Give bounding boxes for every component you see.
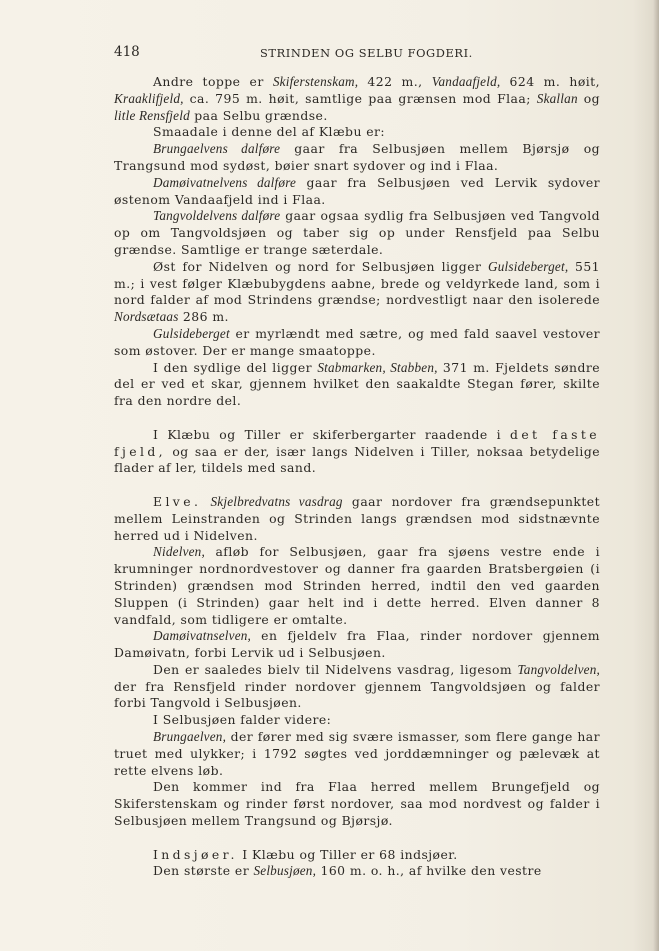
- page-edge-shadow: [653, 0, 659, 951]
- italic-term: Nordsætaas: [114, 309, 179, 325]
- text-run: Smaadale i denne del af Klæbu er:: [153, 124, 386, 140]
- text-run: gaar fra Selbusjøen mellem Bjørsjø og Trangsund mod sydøst, bøier snart sydover og ind i Flaa.: [114, 141, 600, 173]
- paragraph: [114, 729, 600, 779]
- italic-term: Gulsideberget: [153, 325, 230, 341]
- italic-term: Brungaelvens dalføre: [153, 141, 281, 157]
- text-run: 286 m.: [178, 309, 229, 325]
- italic-term: Tangvoldelvens dalføre: [153, 208, 281, 224]
- spaced-heading: Elve.: [153, 493, 202, 509]
- paragraph: [114, 259, 600, 326]
- italic-term: Skjelbredvatns vasdrag: [210, 493, 343, 509]
- paragraph: [114, 779, 600, 829]
- text-run: der fra Rensfjeld rinder nordover gjennem Tangvoldsjøen og falder forbi Tangvold i Selbusjøen.: [114, 678, 600, 711]
- paragraph: [114, 360, 600, 410]
- paragraph: [114, 427, 600, 477]
- text-run: gaar nordover fra grændsepunktet mellem Leinstranden og Strinden langs grændsen mod sidstnævnte herred ud i Nidelven.: [114, 493, 601, 543]
- italic-term: Skallan: [536, 90, 578, 106]
- italic-term: Stabmarken, Stabben,: [317, 359, 438, 375]
- spaced-heading: det faste fjeld,: [114, 426, 600, 459]
- italic-term: Nidelven,: [153, 544, 205, 560]
- text-run: I Klæbu og Tiller er 68 indsjøer.: [237, 846, 458, 862]
- text-run: 422 m.,: [358, 74, 432, 89]
- text-run: en fjeldelv fra Flaa, rinder nordover gjennem Damøivatn, forbi Lervik ud i Selbusjøen.: [114, 628, 600, 661]
- italic-term: Brungaelven,: [153, 729, 227, 745]
- paragraph: [114, 712, 600, 729]
- italic-term: Kraaklifjeld,: [114, 90, 184, 106]
- paragraph: [114, 326, 600, 360]
- paragraph: [114, 74, 600, 124]
- text-run: der fører med sig svære ismasser, som flere gange har truet med ulykker; i 1792 søgtes ved jorddæmninger og pælevæk at rette elvens løb.: [114, 729, 600, 778]
- paragraph: [114, 847, 600, 864]
- running-head: STRINDEN OG SELBU FOGDERI.: [260, 46, 473, 60]
- paragraph: [114, 628, 600, 662]
- text-run: I den sydlige del ligger: [153, 359, 318, 375]
- text-run: Den kommer ind fra Flaa herred mellem Brungefjeld og Skiferstenskam og rinder først nordover, saa mod nordvest og falder i Selbusjøen mellem Trangsund og Bjørsjø.: [114, 779, 600, 829]
- italic-term: litle Rensfjeld: [114, 107, 190, 123]
- italic-term: Selbusjøen,: [253, 863, 317, 879]
- body-text: [114, 74, 600, 880]
- page-number: 418: [114, 44, 140, 60]
- text-run: Øst for Nidelven og nord for Selbusjøen ligger: [153, 258, 489, 274]
- text-run: og saa er der, især langs Nidelven i Tiller, noksaa betydelige flader af ler, tildels med sand.: [114, 443, 600, 476]
- italic-term: Damøivatnselven,: [153, 628, 252, 644]
- text-run: I Selbusjøen falder videre:: [153, 712, 332, 728]
- text-run: afløb for Selbusjøen, gaar fra sjøens vestre ende i krumninger nordnordvestover og danner fra gaarden Bratsbergøien (i Strinden) grændsen mod Strinden herred, indtil den ved gaarden Sluppen (i Strinden) gaar helt ind i dette herred. Elven danner 8 vandfald, som tidligere er omtalte.: [114, 544, 600, 627]
- text-run: [201, 494, 210, 509]
- text-run: 371 m. Fjeldets søndre del er ved et skar, gjennem hvilket den saakaldte Stegan fører, skilte fra den nordre del.: [114, 359, 600, 409]
- spaced-heading: Indsjøer.: [153, 846, 238, 862]
- text-run: I Klæbu og Tiller er skiferbergarter raadende i: [153, 426, 510, 442]
- paragraph: [114, 544, 600, 628]
- text-run: 160 m. o. h., af hvilke den vestre: [316, 863, 542, 879]
- paragraph: [114, 494, 600, 544]
- text-run: Den er saaledes bielv til Nidelvens vasdrag, ligesom: [153, 661, 518, 677]
- paragraph: [114, 175, 600, 209]
- text-run: er myrlændt med sætre, og med fald saavel vestover som østover. Der er mange smaatoppe.: [114, 325, 600, 358]
- text-run: 551 m.; i vest følger Klæbubygdens aabne, brede og veldyrkede land, som i nord falder af mod Strindens grændse; nordvestligt naar den isolerede: [114, 258, 601, 308]
- paragraph: [114, 863, 600, 880]
- text-run: Den største er: [153, 863, 254, 879]
- text-run: gaar ogsaa sydlig fra Selbusjøen ved Tangvold op om Tangvoldsjøen og taber sig op under Rensfjeld paa Selbu grændse. Samtlige er trange sæterdale.: [114, 208, 601, 257]
- text-run: gaar fra Selbusjøen ved Lervik sydover østenom Vandaafjeld ind i Flaa.: [114, 174, 600, 207]
- italic-term: Tangvoldelven,: [517, 661, 600, 677]
- italic-term: Vandaafjeld,: [431, 74, 501, 89]
- italic-term: Gulsideberget,: [488, 258, 569, 274]
- italic-term: Damøivatnelvens dalføre: [153, 174, 297, 190]
- page-header: [114, 44, 609, 62]
- italic-term: Skiferstenskam,: [272, 74, 359, 89]
- paragraph: [114, 124, 600, 141]
- text-run: paa Selbu grændse.: [189, 107, 328, 123]
- text-run: ca. 795 m. høit, samtlige paa grænsen mod Flaa;: [183, 90, 537, 106]
- text-run: Andre toppe er: [153, 74, 273, 89]
- paragraph: [114, 662, 600, 712]
- text-run: og: [577, 90, 600, 106]
- paragraph: [114, 141, 600, 175]
- text-run: 624 m. høit,: [500, 74, 600, 89]
- paragraph: [114, 208, 600, 258]
